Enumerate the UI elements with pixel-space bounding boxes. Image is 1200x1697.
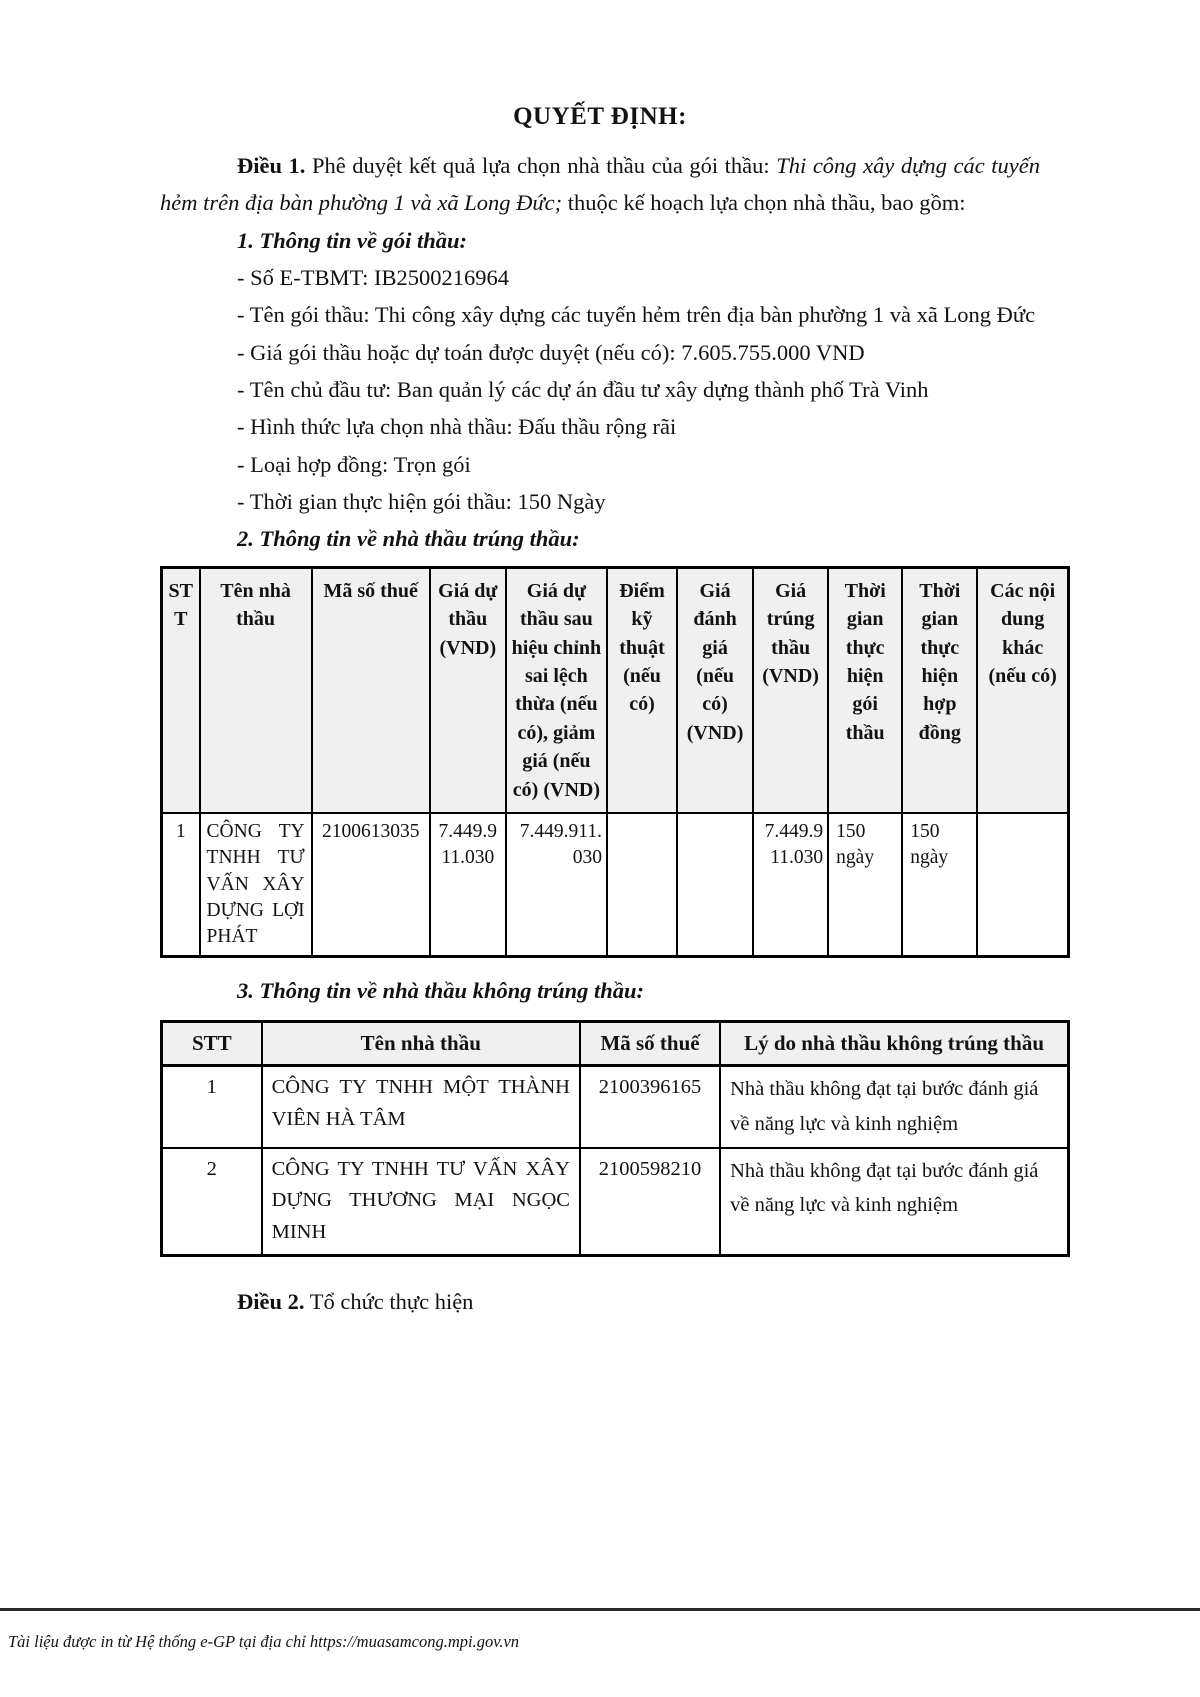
section-1-heading: 1. Thông tin về gói thầu: <box>237 227 468 253</box>
losing-table-header-row <box>162 1021 1069 1065</box>
section-2-heading: 2. Thông tin về nhà thầu trúng thầu: <box>237 526 580 552</box>
header-tax-code: Mã số thuế <box>312 567 430 813</box>
package-info-selection-method: - Hình thức lựa chọn nhà thầu: Đấu thầu rộng rãi <box>237 414 677 440</box>
article-1-paragraph <box>160 147 1040 222</box>
cell-bidder-name: CÔNG TY TNHH TƯ VẤN XÂY DỰNG LỢI PHÁT <box>200 813 312 957</box>
header-winning-price: Giá trúng thầu (VND) <box>753 567 828 813</box>
article-2-heading <box>160 1283 1040 1320</box>
page-footer <box>0 1608 1200 1652</box>
header-package-duration: Thời gian thực hiện gói thầu <box>828 567 902 813</box>
cell-bid-price: 7.449.911.030 <box>430 813 506 957</box>
document-title: QUYẾT ĐỊNH: <box>513 103 687 130</box>
header-corrected-price: Giá dự thầu sau hiệu chỉnh sai lệch thừa (nếu có), giảm giá (nếu có) (VND) <box>506 567 607 813</box>
cell-bidder-name: CÔNG TY TNHH MỘT THÀNH VIÊN HÀ TÂM <box>262 1065 580 1147</box>
package-info-contract-type: - Loại hợp đồng: Trọn gói <box>237 451 471 477</box>
header-bidder-name: Tên nhà thầu <box>200 567 312 813</box>
footer-note: Tài liệu được in từ Hệ thống e-GP tại địa chỉ https://muasamcong.mpi.gov.vn <box>8 1632 520 1651</box>
package-name-italic: Thi công xây dựng các tuyến hẻm trên địa bàn phường 1 và xã Long Đức; <box>160 153 1040 216</box>
cell-evaluated-price <box>677 813 753 957</box>
cell-stt: 1 <box>162 1065 262 1147</box>
cell-technical-score <box>607 813 677 957</box>
cell-tax-code: 2100613035 <box>312 813 430 957</box>
cell-contract-duration: 150 ngày <box>902 813 977 957</box>
header-bid-price: Giá dự thầu (VND) <box>430 567 506 813</box>
cell-rejection-reason: Nhà thầu không đạt tại bước đánh giá về năng lực và kinh nghiệm <box>720 1148 1068 1256</box>
winning-bidder-table <box>160 566 1070 959</box>
package-info-etbmt: - Số E-TBMT: IB2500216964 <box>237 265 509 291</box>
section-3-heading: 3. Thông tin về nhà thầu không trúng thầu: <box>237 978 645 1004</box>
package-info-name: - Tên gói thầu: Thi công xây dựng các tuyến hẻm trên địa bàn phường 1 và xã Long Đức <box>237 302 1036 328</box>
header-rejection-reason: Lý do nhà thầu không trúng thầu <box>720 1021 1068 1065</box>
cell-tax-code: 2100598210 <box>580 1148 720 1256</box>
cell-package-duration: 150 ngày <box>828 813 902 957</box>
article-1-lead-text: Phê duyệt kết quả lựa chọn nhà thầu của gói thầu: <box>305 153 777 178</box>
cell-stt: 1 <box>162 813 200 957</box>
cell-stt: 2 <box>162 1148 262 1256</box>
winning-table-row <box>162 813 1069 957</box>
header-contract-duration: Thời gian thực hiện hợp đồng <box>902 567 977 813</box>
header-evaluated-price: Giá đánh giá (nếu có) (VND) <box>677 567 753 813</box>
article-1-tail-text: thuộc kế hoạch lựa chọn nhà thầu, bao gồm: <box>562 190 966 216</box>
article-2-text: Tổ chức thực hiện <box>304 1288 474 1314</box>
losing-table-row-2 <box>162 1148 1069 1256</box>
cell-tax-code: 2100396165 <box>580 1065 720 1147</box>
package-info-investor: - Tên chủ đầu tư: Ban quản lý các dự án đầu tư xây dựng thành phố Trà Vinh <box>237 377 929 403</box>
cell-rejection-reason: Nhà thầu không đạt tại bước đánh giá về năng lực và kinh nghiệm <box>720 1065 1068 1147</box>
cell-other-content <box>977 813 1068 957</box>
header-bidder-name: Tên nhà thầu <box>262 1021 580 1065</box>
header-tax-code: Mã số thuế <box>580 1021 720 1065</box>
package-info-price: - Giá gói thầu hoặc dự toán được duyệt (nếu có): 7.605.755.000 VND <box>237 339 865 365</box>
winning-table-header-row <box>162 567 1069 813</box>
header-stt: STT <box>162 567 200 813</box>
article-1-label: Điều 1. <box>237 153 306 178</box>
losing-table-row-1 <box>162 1065 1069 1147</box>
article-2-label: Điều 2. <box>237 1288 305 1314</box>
header-other-content: Các nội dung khác (nếu có) <box>977 567 1068 813</box>
package-info-duration: - Thời gian thực hiện gói thầu: 150 Ngày <box>237 489 606 515</box>
cell-corrected-price: 7.449.911.030 <box>506 813 607 957</box>
losing-bidder-table <box>160 1020 1070 1257</box>
cell-bidder-name: CÔNG TY TNHH TƯ VẤN XÂY DỰNG THƯƠNG MẠI NGỌC MINH <box>262 1148 580 1256</box>
cell-winning-price: 7.449.911.030 <box>753 813 828 957</box>
header-technical-score: Điểm kỹ thuật (nếu có) <box>607 567 677 813</box>
header-stt: STT <box>162 1021 262 1065</box>
